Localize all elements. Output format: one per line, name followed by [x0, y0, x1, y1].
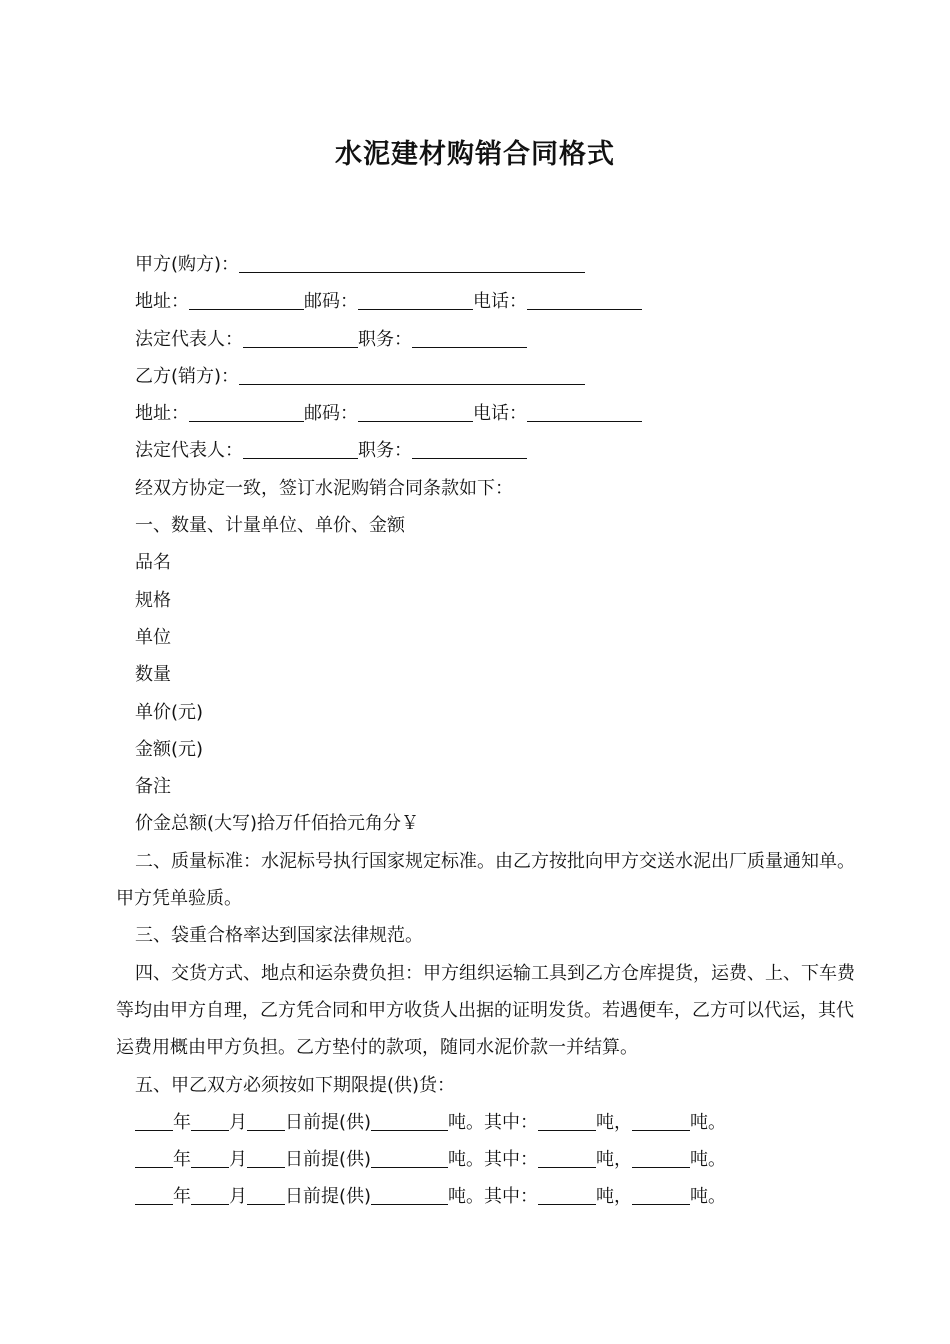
year-label: 年 [173, 1186, 191, 1208]
day-blank [247, 1110, 285, 1131]
contract-body [116, 246, 856, 1216]
ton-comma-label: 吨， [596, 1111, 633, 1133]
party-a-position-blank [412, 327, 527, 348]
sub-tonnage-blank [538, 1110, 596, 1131]
party-b-line [116, 358, 856, 395]
month-blank [191, 1184, 229, 1205]
year-blank [135, 1184, 173, 1205]
ton-label: 吨。其中： [448, 1149, 539, 1171]
party-a-postcode-label: 邮码： [304, 291, 358, 313]
party-b-phone-blank [527, 401, 642, 422]
item-unit: 单位 [135, 626, 171, 648]
sub-tonnage-blank [538, 1184, 596, 1205]
day-blank [247, 1184, 285, 1205]
item-spec: 规格 [135, 589, 171, 611]
year-blank [135, 1110, 173, 1131]
year-blank [135, 1147, 173, 1168]
party-b-blank [239, 364, 585, 385]
tonnage-blank [371, 1184, 448, 1205]
party-a-contact-line [116, 283, 856, 320]
party-b-position-label: 职务： [358, 440, 412, 462]
section5-heading: 五、甲乙双方必须按如下期限提(供)货： [135, 1074, 456, 1096]
party-b-rep-label: 法定代表人： [135, 440, 243, 462]
section3-paragraph: 三、袋重合格率达到国家法律规范。 [135, 925, 423, 947]
year-label: 年 [173, 1111, 191, 1133]
month-label: 月 [229, 1149, 247, 1171]
party-b-postcode-label: 邮码： [304, 403, 358, 425]
item-remark: 备注 [135, 776, 171, 798]
party-b-address-label: 地址： [135, 403, 189, 425]
item-quantity: 数量 [135, 664, 171, 686]
party-a-label: 甲方(购方)： [135, 254, 240, 275]
section2-paragraph: 二、质量标准：水泥标号执行国家规定标准。由乙方按批向甲方交送水泥出厂质量通知单。甲方凭单验质。 [116, 850, 855, 910]
party-b-rep-line [116, 432, 856, 469]
ton-comma-label: 吨， [596, 1149, 633, 1171]
party-a-rep-label: 法定代表人： [135, 328, 243, 350]
party-b-label: 乙方(销方)： [135, 365, 240, 387]
party-b-address-blank [189, 401, 304, 422]
month-blank [191, 1110, 229, 1131]
day-label: 日前提(供) [285, 1149, 372, 1171]
section1-heading: 一、数量、计量单位、单价、金额 [135, 515, 405, 537]
delivery-schedule-row [116, 1141, 856, 1178]
day-label: 日前提(供) [285, 1186, 372, 1208]
party-b-postcode-blank [358, 401, 473, 422]
tonnage-blank [371, 1110, 448, 1131]
ton-comma-label: 吨， [596, 1186, 633, 1208]
ton-end-label: 吨。 [690, 1149, 727, 1171]
party-a-rep-line [116, 321, 856, 358]
day-label: 日前提(供) [285, 1111, 372, 1133]
year-label: 年 [173, 1149, 191, 1171]
tonnage-blank [371, 1147, 448, 1168]
month-label: 月 [229, 1186, 247, 1208]
page-title: 水泥建材购销合同格式 [335, 139, 615, 170]
sub-tonnage-blank [632, 1110, 690, 1131]
party-b-contact-line [116, 395, 856, 432]
party-b-phone-label: 电话： [473, 403, 527, 425]
item-amount: 金额(元) [135, 738, 204, 760]
delivery-schedule-row [116, 1104, 856, 1141]
sub-tonnage-blank [538, 1147, 596, 1168]
day-blank [247, 1147, 285, 1168]
ton-end-label: 吨。 [690, 1111, 727, 1133]
ton-label: 吨。其中： [448, 1186, 539, 1208]
delivery-schedule-row [116, 1178, 856, 1215]
party-a-postcode-blank [358, 289, 473, 310]
ton-end-label: 吨。 [690, 1186, 727, 1208]
party-a-address-label: 地址： [135, 291, 189, 313]
party-b-position-blank [412, 438, 527, 459]
sub-tonnage-blank [632, 1147, 690, 1168]
sub-tonnage-blank [632, 1184, 690, 1205]
ton-label: 吨。其中： [448, 1111, 539, 1133]
item-name: 品名 [135, 552, 171, 574]
party-a-line [116, 246, 856, 283]
party-b-rep-blank [243, 438, 358, 459]
item-unit-price: 单价(元) [135, 701, 204, 723]
party-a-rep-blank [243, 327, 358, 348]
section4-paragraph: 四、交货方式、地点和运杂费负担：甲方组织运输工具到乙方仓库提货，运费、上、下车费等均由甲方自理，乙方凭合同和甲方收货人出据的证明发货。若遇便车，乙方可以代运，其代运费用概由甲方负担。乙方垫付的款项，随同水泥价款一并结算。 [116, 962, 855, 1059]
month-label: 月 [229, 1111, 247, 1133]
month-blank [191, 1147, 229, 1168]
intro-text: 经双方协定一致，签订水泥购销合同条款如下： [135, 477, 513, 499]
party-a-position-label: 职务： [358, 328, 412, 350]
party-a-address-blank [189, 289, 304, 310]
party-a-phone-blank [527, 289, 642, 310]
total-amount-line: 价金总额(大写)拾万仟佰拾元角分￥ [135, 813, 420, 835]
party-a-phone-label: 电话： [473, 291, 527, 313]
party-a-blank [239, 252, 585, 273]
